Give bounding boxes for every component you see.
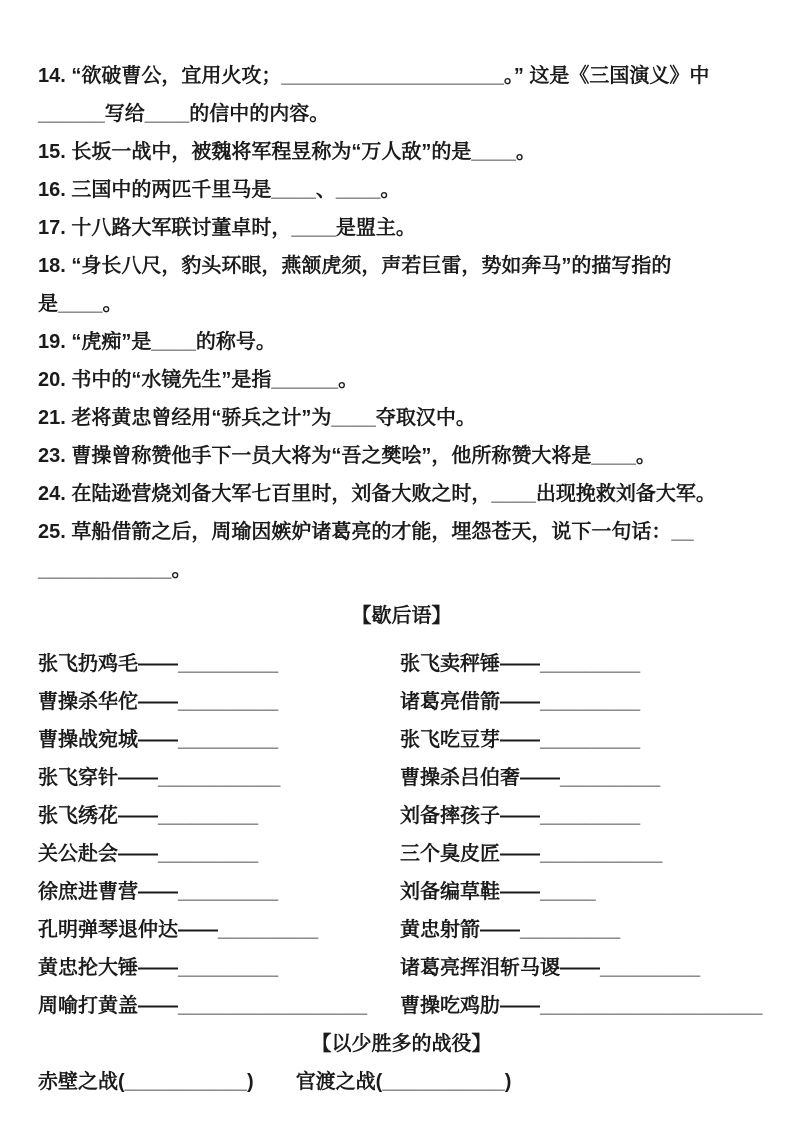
xiehouyu-item-left-10: 周喻打黄盖——_________________ xyxy=(38,995,368,1017)
question-19-line-1: 19. “虎痴”是____的称号。 xyxy=(38,331,276,353)
battles-list xyxy=(38,1063,765,1101)
question-16-line-1: 16. 三国中的两匹千里马是____、____。 xyxy=(38,179,401,201)
xiehouyu-item-right-2: 诸葛亮借箭——_________ xyxy=(400,691,641,713)
question-15 xyxy=(38,133,765,171)
xiehouyu-item-right-5: 刘备摔孩子——_________ xyxy=(400,805,641,827)
xiehouyu-list xyxy=(38,645,765,1025)
question-18 xyxy=(38,247,765,323)
question-19 xyxy=(38,323,765,361)
question-23-line-1: 23. 曹操曾称赞他手下一员大将为“吾之樊哙”，他所称赞大将是____。 xyxy=(38,445,656,467)
section-title-xiehouyu: 【歇后语】 xyxy=(351,605,452,627)
xiehouyu-item-left-3: 曹操战宛城——_________ xyxy=(38,729,279,751)
xiehouyu-item-left-8: 孔明弹琴退仲达——_________ xyxy=(38,919,319,941)
xiehouyu-item-right-3: 张飞吃豆芽——_________ xyxy=(400,729,641,751)
question-21 xyxy=(38,399,765,437)
xiehouyu-item-left-7: 徐庶进曹营——_________ xyxy=(38,881,279,903)
xiehouyu-item-right-7: 刘备编草鞋——_____ xyxy=(400,881,596,903)
question-16 xyxy=(38,171,765,209)
battle-item-guandu: 官渡之战(___________) xyxy=(295,1071,512,1093)
question-25-line-1: 25. 草船借箭之后，周瑜因嫉妒诸葛亮的才能，埋怨苍天，说下一句话：__ xyxy=(38,521,694,543)
question-24-line-1: 24. 在陆逊营烧刘备大军七百里时，刘备大败之时，____出现挽救刘备大军。 xyxy=(38,483,716,505)
battle-item-chibi: 赤壁之战(___________) xyxy=(38,1071,254,1093)
question-24 xyxy=(38,475,765,513)
question-21-line-1: 21. 老将黄忠曾经用“骄兵之计”为____夺取汉中。 xyxy=(38,407,476,429)
question-20-line-1: 20. 书中的“水镜先生”是指______。 xyxy=(38,369,359,391)
question-15-line-1: 15. 长坂一战中，被魏将军程昱称为“万人敌”的是____。 xyxy=(38,141,536,163)
xiehouyu-item-right-9: 诸葛亮挥泪斩马谡——_________ xyxy=(400,957,701,979)
question-14 xyxy=(38,57,765,133)
xiehouyu-item-right-8: 黄忠射箭——_________ xyxy=(400,919,621,941)
xiehouyu-item-right-4: 曹操杀吕伯奢——_________ xyxy=(400,767,661,789)
xiehouyu-item-left-1: 张飞扔鸡毛——_________ xyxy=(38,653,279,675)
xiehouyu-item-right-1: 张飞卖秤锤——_________ xyxy=(400,653,641,675)
question-14-line-2: ______写给____的信中的内容。 xyxy=(38,103,330,125)
xiehouyu-item-left-2: 曹操杀华佗——_________ xyxy=(38,691,279,713)
question-14-line-1: 14. “欲破曹公，宜用火攻；____________________。” 这是《三国演义》中 xyxy=(38,65,710,87)
question-23 xyxy=(38,437,765,475)
xiehouyu-item-left-9: 黄忠抡大锤——_________ xyxy=(38,957,279,979)
xiehouyu-item-left-5: 张飞绣花——_________ xyxy=(38,805,259,827)
question-18-line-1: 18. “身长八尺，豹头环眼，燕颔虎须，声若巨雷，势如奔马”的描写指的 xyxy=(38,255,672,277)
question-18-line-2: 是____。 xyxy=(38,293,123,315)
question-25-line-2: ____________。 xyxy=(38,559,192,581)
xiehouyu-item-left-6: 关公赴会——_________ xyxy=(38,843,259,865)
question-17 xyxy=(38,209,765,247)
xiehouyu-item-right-6: 三个臭皮匠——___________ xyxy=(400,843,663,865)
question-25 xyxy=(38,513,765,589)
xiehouyu-item-left-4: 张飞穿针——___________ xyxy=(38,767,281,789)
xiehouyu-item-right-10: 曹操吃鸡肋——____________________ xyxy=(400,995,763,1017)
question-20 xyxy=(38,361,765,399)
question-17-line-1: 17. 十八路大军联讨董卓时，____是盟主。 xyxy=(38,217,416,239)
section-title-battles: 【以少胜多的战役】 xyxy=(311,1033,492,1055)
